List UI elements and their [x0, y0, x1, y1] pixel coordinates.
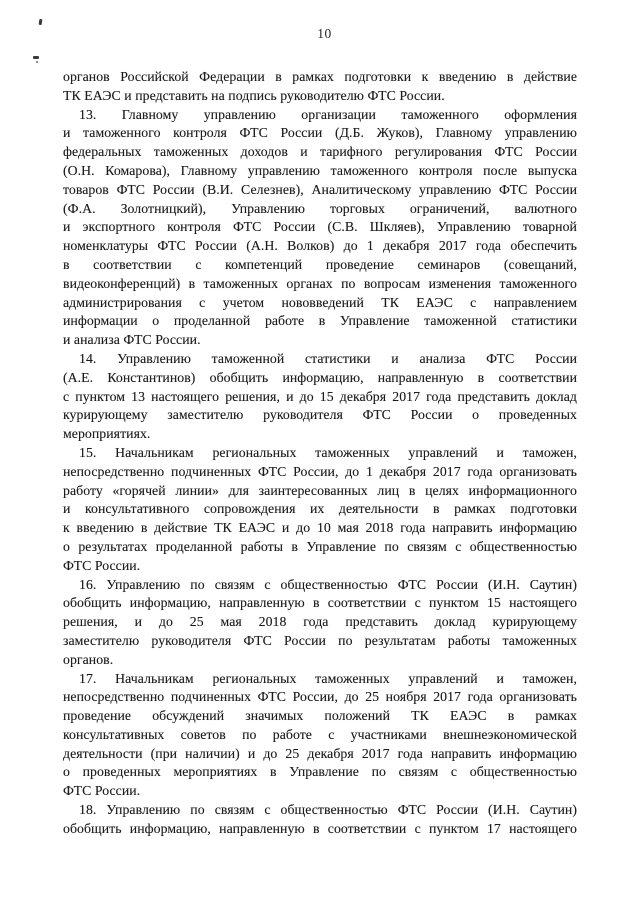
paragraph-item-13: [63, 106, 577, 350]
text-line: мероприятиях.: [63, 426, 151, 442]
paragraph-item-14: [63, 350, 577, 444]
paragraph-intro-continuation: [63, 68, 577, 106]
text-line: органов.: [63, 651, 114, 667]
text-line: 15. Начальникам региональных таможенных управлений и таможен,: [79, 444, 577, 460]
text-line: ФТС России.: [63, 783, 141, 799]
document-body: [63, 68, 577, 839]
text-line: непосредственно подчиненных ФТС России, до 25 ноября 2017 года организовать: [63, 689, 577, 705]
text-line: деятельности (при наличии) и до 25 декабря 2017 года направить информацию: [63, 745, 577, 761]
text-line: органов Российской Федерации в рамках подготовки к введению в действие: [63, 69, 577, 84]
scan-artifact-dot: [36, 61, 38, 63]
paragraph-item-16: [63, 576, 577, 670]
text-line: 16. Управлению по связям с общественностью ФТС России (И.Н. Саутин): [79, 576, 577, 592]
paragraph-item-17: [63, 670, 577, 802]
scan-artifact-dash: [33, 56, 39, 59]
text-line: и экспортного контроля ФТС России (С.В. Шкляев), Управлению товарной: [63, 219, 577, 235]
text-line: в соответствии с компетенций проведение семинаров (совещаний,: [63, 256, 577, 272]
text-line: обобщить информацию, направленную в соответствии с пунктом 15 настоящего: [63, 595, 577, 611]
text-line: федеральных таможенных доходов и тарифного регулирования ФТС России: [63, 144, 577, 160]
page-number: 10: [317, 26, 332, 41]
text-line: видеоконференций) в таможенных органах по вопросам изменения таможенного: [63, 275, 577, 291]
text-line: номенклатуры ФТС России (А.Н. Волков) до 1 декабря 2017 года обеспечить: [63, 238, 577, 254]
text-line: ТК ЕАЭС и представить на подпись руководителю ФТС России.: [63, 87, 445, 103]
text-line: курирующему заместителю руководителя ФТС России о проведенных: [63, 407, 577, 423]
text-line: непосредственно подчиненных ФТС России, до 1 декабря 2017 года организовать: [63, 463, 577, 479]
text-line: 13. Главному управлению организации таможенного оформления: [79, 106, 577, 122]
text-line: заместителю руководителя ФТС России по результатам работы таможенных: [63, 632, 577, 648]
text-line: (Ф.А. Золотницкий), Управлению торговых ограничений, валютного: [63, 200, 577, 216]
text-line: консультативных советов по работе с участниками внешнеэкономической: [63, 726, 577, 742]
text-line: 18. Управлению по связям с общественностью ФТС России (И.Н. Саутин): [79, 802, 577, 818]
text-line: (О.Н. Комарова), Главному управлению таможенного контроля после выпуска: [63, 162, 577, 178]
text-line: администрирования с учетом нововведений ТК ЕАЭС с направлением: [63, 294, 577, 310]
scan-artifact-tick: [39, 19, 43, 25]
text-line: работу «горячей линии» для заинтересованных лиц в целях информационного: [63, 482, 577, 498]
text-line: обобщить информацию, направленную в соответствии с пунктом 17 настоящего: [63, 820, 577, 836]
text-line: (А.Е. Константинов) обобщить информацию, направленную в соответствии: [63, 369, 577, 385]
paragraph-item-15: [63, 444, 577, 576]
text-line: и таможенного контроля ФТС России (Д.Б. Жуков), Главному управлению: [63, 125, 577, 141]
paragraph-item-18: [63, 801, 577, 839]
text-line: с пунктом 13 настоящего решения, и до 15 декабря 2017 года представить доклад: [63, 388, 577, 404]
text-line: решения, и до 25 мая 2018 года представить доклад курирующему: [63, 614, 577, 630]
text-line: 17. Начальникам региональных таможенных управлений и таможен,: [79, 670, 577, 686]
text-line: 14. Управлению таможенной статистики и анализа ФТС России: [79, 350, 577, 366]
text-line: товаров ФТС России (В.И. Селезнев), Аналитическому управлению ФТС России: [63, 181, 577, 197]
text-line: о результатах проделанной работы в Управление по связям с общественностью: [63, 538, 577, 554]
text-line: ФТС России.: [63, 557, 141, 573]
text-line: и анализа ФТС России.: [63, 332, 201, 348]
text-line: к введению в действие ТК ЕАЭС и до 10 мая 2018 года направить информацию: [63, 520, 577, 536]
text-line: о проведенных мероприятиях в Управление по связям с общественностью: [63, 764, 577, 780]
text-line: информации о проделанной работе в Управление таможенной статистики: [63, 313, 577, 329]
text-line: проведение обсуждений значимых положений ТК ЕАЭС в рамках: [63, 708, 577, 724]
text-line: и консультативного сопровождения их деятельности в рамках подготовки: [63, 501, 577, 517]
